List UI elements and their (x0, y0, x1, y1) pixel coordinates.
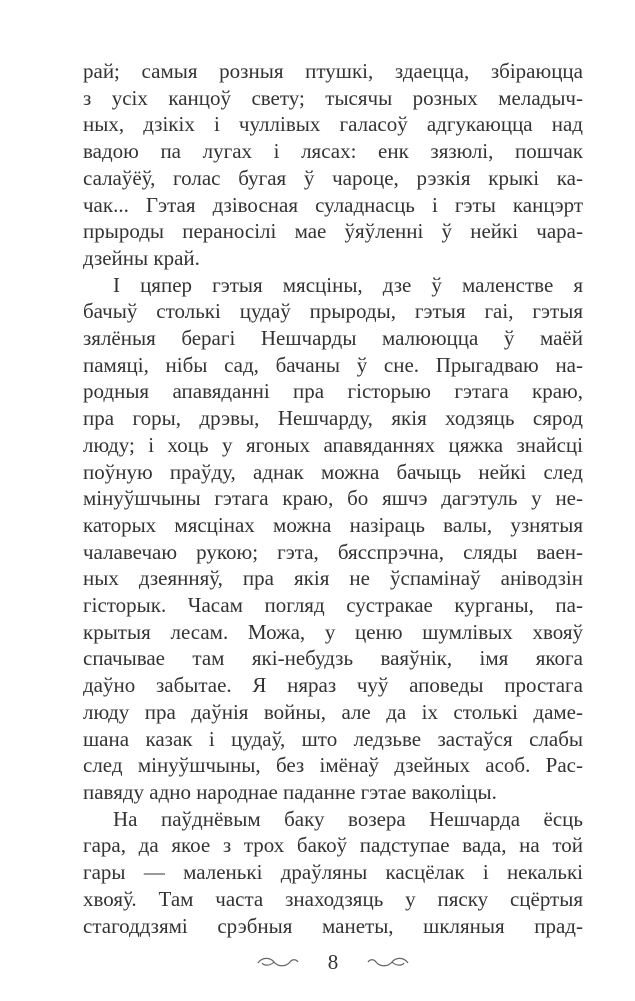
text-line: чалавечаю рукою; гэта, бясспрэчна, сляды ваен- (83, 539, 583, 564)
text-line: чак... Гэтая дзівосная суладнасць і гэты канцэрт (83, 192, 583, 217)
text-line: гара, да якое з трох бакоў падступае вада, на той (83, 833, 583, 858)
text-line: родныя апавяданні пра гісторыю гэтага краю, (83, 379, 583, 404)
text-line: мінуўшчыны гэтага краю, бо яшчэ дагэтуль у не- (83, 486, 583, 511)
text-line: рай; самыя розныя птушкі, здаецца, збіраюцца (83, 59, 583, 83)
text-line: прыроды пераносілі мае ўяўленні ў нейкі чара- (83, 219, 583, 244)
text-line: вадою па лугах і лясах: енк зязюлі, пошчак (83, 139, 583, 164)
text-line: шана казак і цудаў, што ледзьве застаўся слабы (83, 726, 583, 751)
text-line: крытыя лесам. Можа, у ценю шумлівых хвояў (83, 619, 583, 644)
text-line: салаўёў, голас бугая ў чароце, рэзкія крыкі ка- (83, 165, 583, 190)
text-line: ных, дзікіх і чуллівых галасоў адгукаюцца над (83, 112, 583, 137)
text-line: хвояў. Там часта знаходзяць у пяску сцёртыя (83, 886, 583, 911)
text-line: На паўднёвым баку возера Нешчарда ёсць (113, 806, 583, 831)
text-line: памяці, нібы сад, бачаны ў сне. Прыгадваю на- (83, 352, 583, 377)
text-line: гісторык. Часам погляд сустракае курганы, па- (83, 593, 583, 618)
text-line: поўную праўду, аднак можна бачыць нейкі след (83, 459, 583, 484)
text-line: след мінуўшчыны, без імёнаў дзейных асоб. Рас- (83, 753, 583, 778)
page-footer (83, 949, 583, 975)
text-line: дзейны край. (83, 245, 200, 270)
text-line: каторых мясцінах можна назіраць валы, узнятыя (83, 512, 583, 537)
text-line: даўно забытае. Я няраз чуў аповеды простага (83, 673, 583, 698)
text-line: бачыў столькі цудаў прыроды, гэтыя гаі, гэтыя (83, 299, 583, 324)
text-line: зялёныя берагі Нешчарды малююцца ў маёй (83, 326, 583, 351)
right-flourish-icon (366, 954, 410, 970)
text-line: люду; і хоць у ягоных апавяданнях цяжка знайсці (83, 432, 583, 457)
left-flourish-icon (256, 954, 300, 970)
text-line: І цяпер гэтыя мясціны, дзе ў маленстве я (113, 272, 583, 297)
text-line: з усіх канцоў свету; тысячы розных меладыч- (83, 85, 583, 110)
page-body-text (83, 58, 583, 939)
text-line: пра горы, дрэвы, Нешчарду, якія ходзяць сярод (83, 406, 583, 431)
text-line: стагоддзямі срэбныя манеты, шкляныя прад- (83, 913, 583, 938)
text-line: ных дзеянняў, пра якія не ўспамінаў аніводзін (83, 566, 583, 591)
text-line: люду пра даўнія войны, але да іх столькі даме- (83, 699, 583, 724)
text-line: гары — маленькі драўляны касцёлак і некалькі (83, 860, 583, 885)
text-line: павяду адно народнае паданне гэтае ваколіцы. (83, 779, 497, 804)
page-number: 8 (327, 950, 339, 975)
text-line: спачывае там які-небудзь ваяўнік, імя якога (83, 646, 583, 671)
